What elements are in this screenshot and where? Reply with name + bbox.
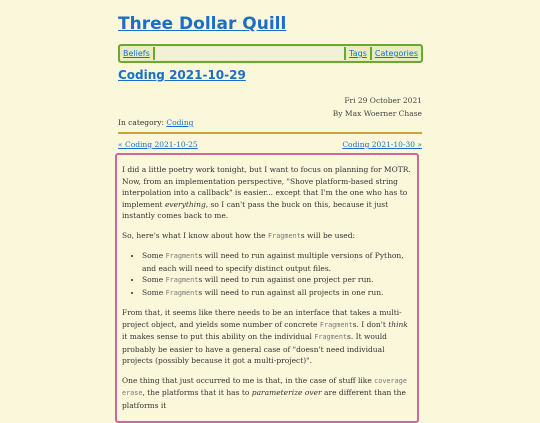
text: Some (142, 251, 166, 260)
inline-code: coverage erase (122, 376, 407, 397)
next-post-link[interactable]: Coding 2021-10-30 » (342, 140, 422, 149)
nav-bar (118, 44, 423, 63)
text: s will need to run against one project per run. (198, 275, 374, 284)
text: s. I don't (352, 319, 389, 329)
text: s. It would probably be easier to have a general case of "doesn't need individual projects (possibly because it got a multi-project)". (122, 332, 387, 365)
text: Some (142, 275, 166, 284)
post-author: By Max Woerner Chase (332, 109, 422, 118)
post-title-link[interactable]: Coding 2021-10-29 (118, 68, 246, 82)
nav-categories-link[interactable]: Categories (374, 49, 418, 58)
nav-tags-link[interactable]: Tags (349, 49, 367, 58)
list-item (142, 274, 412, 287)
text: One thing that just occurred to me is that, in the case of stuff like (122, 375, 375, 385)
list-item (142, 287, 412, 300)
inline-code: Fragment (314, 333, 348, 341)
text: , so I can't pass the buck on this, because it just instantly comes back to me. (122, 199, 389, 220)
text: s will need to run against multiple versions of Python, and each will need to specify distinct output files. (142, 251, 404, 273)
inline-code: Fragment (319, 320, 353, 329)
post-category (118, 118, 193, 127)
category-label: In category: (118, 118, 167, 127)
prev-post-link[interactable]: « Coding 2021-10-25 (118, 140, 198, 149)
text: I did a little poetry work tonight, but I want to focus on planning for MOTR. Now, from an implementation perspective, "Shove platform-based string interpolation into a callback" is easier... except that I'm the one who has to implement (122, 165, 411, 209)
category-link[interactable]: Coding (166, 118, 194, 127)
inline-code: Fragment (268, 231, 301, 240)
site-title-link[interactable]: Three Dollar Quill (118, 14, 287, 34)
text: s will need to run against all projects in one run. (198, 287, 384, 297)
paragraph (122, 164, 412, 222)
paragraph (122, 230, 412, 243)
text: Some (142, 287, 166, 297)
emphasis: parameterize over (251, 388, 322, 397)
text: s will be used: (300, 230, 356, 240)
inline-code: Fragment (165, 252, 199, 260)
text: are different than the platforms it (122, 388, 406, 410)
post-meta (333, 94, 422, 120)
divider-rule (118, 132, 422, 134)
paragraph (122, 375, 412, 412)
inline-code: Fragment (165, 276, 199, 284)
post-date: Fri 29 October 2021 (344, 96, 422, 105)
article-body (115, 153, 419, 423)
nav-beliefs-link[interactable]: Beliefs (123, 49, 150, 58)
paragraph (122, 307, 412, 367)
text: it makes sense to put this ability on the individual (122, 332, 315, 341)
text: From that, it seems like there needs to be an interface that takes a multi-project object, and yields some number of concrete (122, 308, 402, 329)
list-item (142, 250, 412, 274)
text: So, here's what I know about how the (122, 230, 269, 240)
text: , the platforms that it has to (142, 388, 252, 397)
emphasis: everything (164, 199, 206, 209)
inline-code: Fragment (165, 288, 199, 297)
nav-spacer (155, 47, 344, 60)
emphasis: think (388, 319, 408, 329)
bullet-list (122, 250, 412, 299)
